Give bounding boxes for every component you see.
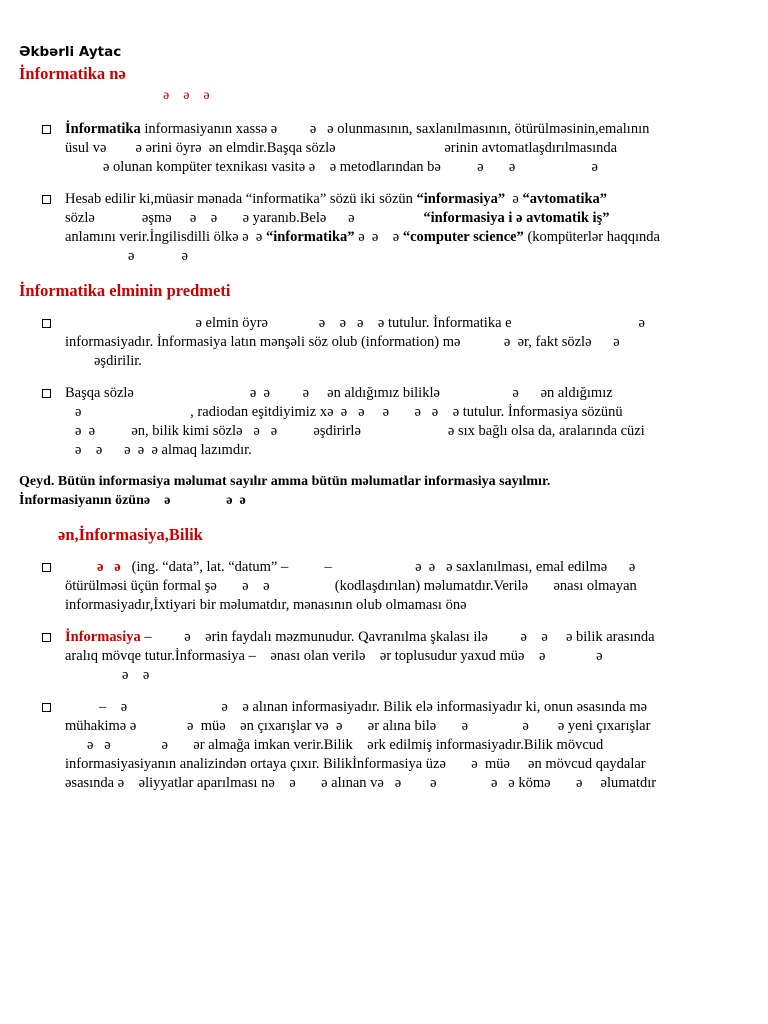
paragraph-line: informasiyasiyanın analizindən ortaya çıxır. Bilikİnformasiya üzə ə müə ən mövcud qaydalar [65,756,646,772]
text-run: ə ə ə [354,229,403,245]
paragraph-line: üsul və ə ərini öyrə ən elmdir.Başqa sözlə ərinin avtomatlaşdırılmasında [65,140,618,156]
checkbox-bullet-icon [42,195,51,204]
paragraph-line: – ə ə ə alınan informasiyadır. Bilik elə informasiyadır ki, onun əsasında mə [99,699,648,715]
note-line: İnformasiyanın özünə ə ə ə [19,493,246,508]
paragraph-line: ə ə ən, bilik kimi sözlə ə ə əşdirirlə ə sıx bağlı olsa da, aralarında cüzi [75,423,645,439]
text-run: (kompüterlər haqqında [523,229,660,245]
term-bold: “informatika” [265,229,355,245]
term-bold: “informasiya” [416,191,506,207]
section-heading: İnformatika elminin predmeti [19,281,231,300]
term-red: ə ə [97,559,121,575]
term-bold: İnformatika [65,121,141,137]
text-run: sözlə əşmə ə ə ə yaranıb.Belə ə [65,210,424,226]
term-bold: “computer science” [402,229,524,245]
paragraph-line: aralıq mövqe tutur.İnformasiya – ənası olan verilə ər toplusudur yaxud müə ə ə [65,648,603,664]
paragraph-line: Başqa sözlə ə ə ə ən aldığımız biliklə ə ən aldığımız [65,385,613,401]
paragraph-line: ə olunan kompüter texnikası vasitə ə ə metodlarından bə ə ə ə [103,159,598,175]
checkbox-bullet-icon [42,389,51,398]
note-line: Qeyd. Bütün informasiya məlumat sayılır amma bütün məlumatlar informasiya sayılmır. [19,474,551,489]
paragraph-line: informasiyadır. İnformasiya latın mənşəli söz olub (information) mə ə ər, fakt sözlə ə [65,334,620,350]
paragraph-line [65,228,660,247]
text-run: Hesab edilir ki,müasir mənada “informatika” sözü iki sözün [65,191,417,207]
text-run: anlamını verir.İngilisdilli ölkə ə ə [65,229,266,245]
checkbox-bullet-icon [42,703,51,712]
paragraph-line: mühakimə ə ə müə ən çıxarışlar və ə ər alına bilə ə ə ə yeni çıxarışlar [65,718,651,734]
text-run: (ing. “data”, lat. “datum” – – ə ə ə saxlanılması, emal edilmə ə [120,559,636,575]
checkbox-bullet-icon [42,563,51,572]
page-title-line2: ə ə ə [163,88,210,103]
term-bold: “informasiya i ə avtomatik iş” [423,210,610,226]
paragraph-line: əşdirilir. [94,353,142,369]
paragraph-line: ə ə ə ər almağa imkan verir.Bilik ərk edilmiş informasiyadır.Bilik mövcud [87,737,604,753]
paragraph-line: ə ə [128,248,188,264]
text-run: informasiyanın xassə ə ə ə olunmasının, saxlanılmasının, ötürülməsinin,emalının [140,121,650,137]
paragraph-line: ə ə [122,667,150,683]
paragraph-line [65,190,607,209]
checkbox-bullet-icon [42,319,51,328]
paragraph-line: ötürülməsi üçün formal şə ə ə (kodlaşdırılan) məlumatdır.Verilə ənası olmayan [65,578,637,594]
paragraph-line: informasiyadır,İxtiyari bir məlumatdır, mənasının olub olmaması önə [65,597,467,613]
paragraph-line: ə elmin öyrə ə ə ə ə tutulur. İnformatika e ə [65,315,645,331]
term-bold: “avtomatika” [522,191,608,207]
page-title: İnformatika nə [19,64,126,83]
paragraph-line [97,558,635,577]
checkbox-bullet-icon [42,633,51,642]
section-heading: ən,İnformasiya,Bilik [58,525,203,544]
checkbox-bullet-icon [42,125,51,134]
text-run: – ə ərin faydalı məzmunudur. Qavranılma şkalası ilə ə ə ə bilik arasında [140,629,655,645]
paragraph-line: əsasında ə əliyyatlar aparılması nə ə ə alınan və ə ə ə ə kömə ə əlumatdır [65,775,657,791]
paragraph-line [65,209,609,228]
term-red: İnformasiya [65,629,141,645]
paragraph-line: ə ə ə ə ə almaq lazımdır. [75,442,252,458]
paragraph-line [65,120,649,139]
paragraph-line: ə , radiodan eşitdiyimiz xə ə ə ə ə ə ə tutulur. İnformasiya sözünü [75,404,623,420]
paragraph-line [65,628,655,647]
author-name: Əkbərli Aytac [19,44,122,60]
text-run: ə [505,191,523,207]
